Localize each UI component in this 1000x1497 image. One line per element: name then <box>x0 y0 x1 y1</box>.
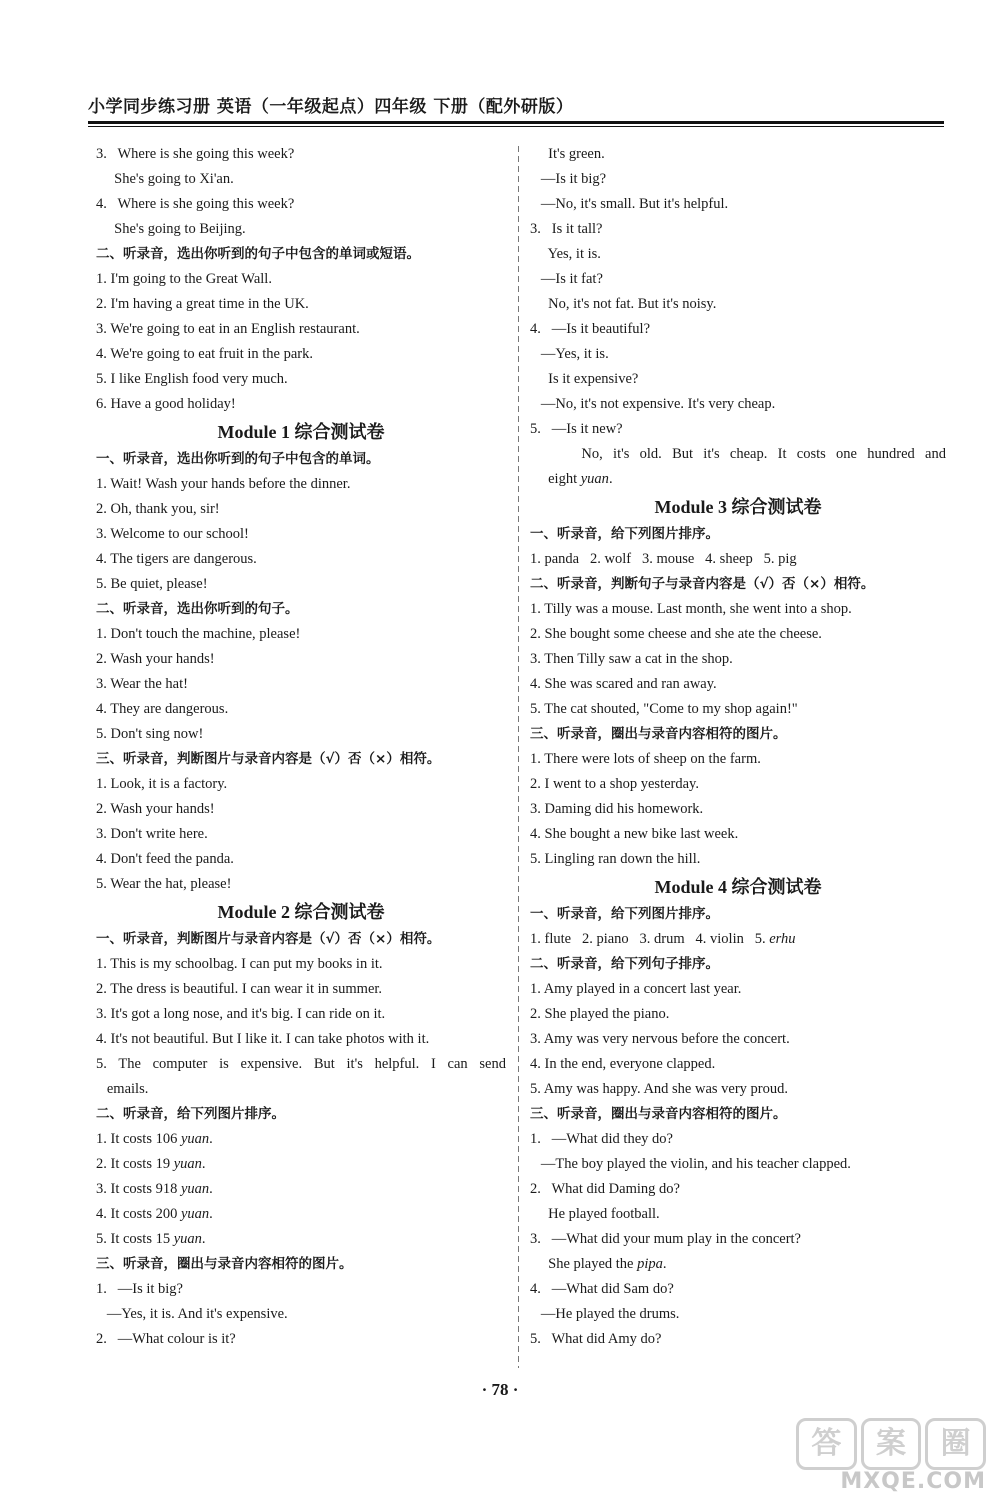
line-text: 5. It costs 15 <box>96 1231 174 1247</box>
line-text-end: . <box>209 1181 213 1197</box>
section-heading <box>530 1102 946 1127</box>
line-text: No, it's old. But it's cheap. It costs one hundred and <box>530 446 946 462</box>
line-text-end: . <box>608 471 613 487</box>
text-line <box>96 672 506 697</box>
line-text: 二、听录音，给下列句子排序。 <box>530 956 719 972</box>
text-line <box>96 1052 506 1077</box>
section-heading <box>96 927 506 952</box>
text-line <box>530 1027 946 1052</box>
text-line <box>96 292 506 317</box>
line-text: 1. Look, it is a factory. <box>96 776 228 792</box>
text-line <box>530 1077 946 1102</box>
text-line <box>530 1277 946 1302</box>
line-text: 1. flute 2. piano 3. drum 4. violin 5. <box>530 931 770 947</box>
text-line <box>530 167 946 192</box>
text-line <box>530 392 946 417</box>
line-text: —The boy played the violin, and his teacher clapped. <box>530 1156 851 1172</box>
line-text: 3. Is it tall? <box>530 221 603 237</box>
module-title <box>530 492 946 522</box>
section-heading <box>96 447 506 472</box>
line-text: 3. Welcome to our school! <box>96 526 249 542</box>
text-line <box>530 622 946 647</box>
text-line <box>96 1277 506 1302</box>
line-text: 4. She bought a new bike last week. <box>530 826 739 842</box>
line-text: 一、听录音，选出你听到的句子中包含的单词。 <box>96 451 380 467</box>
section-heading <box>530 572 946 597</box>
line-text: She's going to Xi'an. <box>96 171 234 187</box>
text-line <box>96 847 506 872</box>
line-text: 1. Amy played in a concert last year. <box>530 981 742 997</box>
watermark-logo <box>796 1418 986 1494</box>
line-text: 2. What did Daming do? <box>530 1181 680 1197</box>
line-text: 4. —What did Sam do? <box>530 1281 674 1297</box>
text-line <box>96 472 506 497</box>
line-text: 1. Don't touch the machine, please! <box>96 626 301 642</box>
text-line <box>96 722 506 747</box>
text-line <box>530 217 946 242</box>
line-text: 3. —What did your mum play in the concert? <box>530 1231 801 1247</box>
text-line <box>96 647 506 672</box>
line-text-end: . <box>662 1256 667 1272</box>
line-text-end: . <box>209 1131 213 1147</box>
text-line <box>530 927 946 952</box>
line-text: 一、听录音，判断图片与录音内容是（√）否（×）相符。 <box>96 931 441 947</box>
text-line <box>530 192 946 217</box>
line-text: 二、听录音，选出你听到的句子中包含的单词或短语。 <box>96 246 420 262</box>
line-text: —Is it fat? <box>530 271 603 287</box>
text-line <box>96 572 506 597</box>
text-line <box>96 1227 506 1252</box>
text-line <box>96 1327 506 1352</box>
text-line <box>96 1177 506 1202</box>
line-text: 4. —Is it beautiful? <box>530 321 651 337</box>
header-rule-thick <box>88 121 944 124</box>
line-text: —He played the drums. <box>530 1306 680 1322</box>
line-text: 5. What did Amy do? <box>530 1331 662 1347</box>
line-text: 3. Amy was very nervous before the concert. <box>530 1031 790 1047</box>
section-heading <box>96 242 506 267</box>
text-line <box>96 522 506 547</box>
text-line <box>96 952 506 977</box>
text-line <box>530 1127 946 1152</box>
text-line <box>96 1077 506 1102</box>
italic-word: yuan <box>180 1181 210 1197</box>
text-line <box>530 1052 946 1077</box>
section-heading <box>96 597 506 622</box>
text-line <box>96 192 506 217</box>
section-heading <box>530 722 946 747</box>
line-text: 5. Wear the hat, please! <box>96 876 232 892</box>
text-line <box>96 267 506 292</box>
text-line <box>530 1002 946 1027</box>
line-text: 3. It costs 918 <box>96 1181 181 1197</box>
italic-word: erhu <box>769 931 796 947</box>
line-text: 4. The tigers are dangerous. <box>96 551 257 567</box>
line-text: 1. I'm going to the Great Wall. <box>96 271 272 287</box>
line-text: 4. Where is she going this week? <box>96 196 295 212</box>
line-text: —Is it big? <box>530 171 607 187</box>
text-line <box>96 797 506 822</box>
line-text: She played the <box>530 1256 638 1272</box>
line-text: 3. It's got a long nose, and it's big. I can ride on it. <box>96 1006 386 1022</box>
line-text: Module 3 综合测试卷 <box>654 497 822 517</box>
text-line <box>96 1127 506 1152</box>
line-text: Is it expensive? <box>530 371 639 387</box>
line-text: 1. There were lots of sheep on the farm. <box>530 751 761 767</box>
line-text: 2. Wash your hands! <box>96 651 215 667</box>
text-line <box>530 317 946 342</box>
text-line <box>530 242 946 267</box>
line-text: 2. Oh, thank you, sir! <box>96 501 220 517</box>
line-text: 6. Have a good holiday! <box>96 396 236 412</box>
text-line <box>530 797 946 822</box>
line-text: 1. This is my schoolbag. I can put my books in it. <box>96 956 383 972</box>
line-text: 2. It costs 19 <box>96 1156 174 1172</box>
text-line <box>530 547 946 572</box>
italic-word: yuan <box>180 1131 210 1147</box>
line-text: 二、听录音，给下列图片排序。 <box>96 1106 285 1122</box>
line-text: 3. Then Tilly saw a cat in the shop. <box>530 651 733 667</box>
line-text: emails. <box>96 1081 149 1097</box>
line-text: 4. It's not beautiful. But I like it. I can take photos with it. <box>96 1031 430 1047</box>
text-line <box>96 977 506 1002</box>
line-text: 二、听录音，判断句子与录音内容是（√）否（×）相符。 <box>530 576 875 592</box>
section-heading <box>96 1102 506 1127</box>
line-text: 一、听录音，给下列图片排序。 <box>530 906 719 922</box>
italic-word: yuan <box>580 471 609 487</box>
line-text: 4. They are dangerous. <box>96 701 229 717</box>
line-text: 5. Lingling ran down the hill. <box>530 851 701 867</box>
line-text: He played football. <box>530 1206 660 1222</box>
line-text: 4. It costs 200 <box>96 1206 181 1222</box>
page-number: · 78 · <box>481 1380 519 1399</box>
line-text: 3. Don't write here. <box>96 826 208 842</box>
line-text: 3. Wear the hat! <box>96 676 188 692</box>
line-text: 4. She was scared and ran away. <box>530 676 717 692</box>
text-line <box>96 392 506 417</box>
line-text-end: . <box>209 1206 213 1222</box>
text-line <box>530 1227 946 1252</box>
text-line <box>530 1202 946 1227</box>
line-text: 5. Be quiet, please! <box>96 576 208 592</box>
text-line <box>530 342 946 367</box>
text-line <box>96 1027 506 1052</box>
line-text: Yes, it is. <box>530 246 601 262</box>
line-text: 4. Don't feed the panda. <box>96 851 234 867</box>
line-text: 5. I like English food very much. <box>96 371 288 387</box>
line-text: 三、听录音，圈出与录音内容相符的图片。 <box>530 726 787 742</box>
line-text: No, it's not fat. But it's noisy. <box>530 296 717 312</box>
line-text: 3. We're going to eat in an English restaurant. <box>96 321 360 337</box>
italic-word: yuan <box>180 1206 210 1222</box>
text-line <box>530 467 946 492</box>
line-text: 2. She played the piano. <box>530 1006 670 1022</box>
text-line <box>530 417 946 442</box>
watermark-chars <box>796 1418 986 1470</box>
text-line <box>96 622 506 647</box>
line-text: 5. The cat shouted, "Come to my shop again!" <box>530 701 798 717</box>
text-line <box>530 142 946 167</box>
line-text: 1. panda 2. wolf 3. mouse 4. sheep 5. pig <box>530 551 797 567</box>
text-line <box>96 342 506 367</box>
text-line <box>530 647 946 672</box>
line-text: 1. Wait! Wash your hands before the dinner. <box>96 476 351 492</box>
text-line <box>530 1327 946 1352</box>
line-text: 三、听录音，判断图片与录音内容是（√）否（×）相符。 <box>96 751 441 767</box>
line-text: Module 2 综合测试卷 <box>217 902 385 922</box>
text-line <box>96 142 506 167</box>
line-text: 1. —Is it big? <box>96 1281 183 1297</box>
watermark-char: 答 <box>796 1418 857 1470</box>
line-text: 5. The computer is expensive. But it's helpful. I can send <box>96 1056 506 1072</box>
left-column <box>96 142 506 1352</box>
italic-word: yuan <box>173 1231 202 1247</box>
line-text: 4. In the end, everyone clapped. <box>530 1056 716 1072</box>
text-line <box>530 822 946 847</box>
line-text: 5. Amy was happy. And she was very proud. <box>530 1081 789 1097</box>
text-line <box>96 167 506 192</box>
line-text: 5. Don't sing now! <box>96 726 204 742</box>
text-line <box>96 1152 506 1177</box>
text-line <box>530 697 946 722</box>
right-column <box>530 142 946 1352</box>
line-text: 4. We're going to eat fruit in the park. <box>96 346 314 362</box>
text-line <box>530 1177 946 1202</box>
module-title <box>96 897 506 927</box>
text-line <box>96 1202 506 1227</box>
italic-word: pipa <box>637 1256 663 1272</box>
line-text: 5. —Is it new? <box>530 421 623 437</box>
line-text: 二、听录音，选出你听到的句子。 <box>96 601 299 617</box>
text-line <box>530 847 946 872</box>
text-line <box>530 977 946 1002</box>
text-line <box>96 1302 506 1327</box>
text-line <box>96 872 506 897</box>
line-text: 2. The dress is beautiful. I can wear it in summer. <box>96 981 383 997</box>
line-text: 三、听录音，圈出与录音内容相符的图片。 <box>530 1106 787 1122</box>
line-text: 3. Where is she going this week? <box>96 146 295 162</box>
watermark-char: 圈 <box>925 1418 986 1470</box>
line-text: 2. I'm having a great time in the UK. <box>96 296 309 312</box>
header-rule-thin <box>88 126 944 127</box>
line-text: She's going to Beijing. <box>96 221 246 237</box>
text-line <box>530 1302 946 1327</box>
line-text: It's green. <box>530 146 605 162</box>
line-text-end: . <box>201 1231 206 1247</box>
text-line <box>96 547 506 572</box>
section-heading <box>96 1252 506 1277</box>
line-text: 1. —What did they do? <box>530 1131 673 1147</box>
line-text: 1. It costs 106 <box>96 1131 181 1147</box>
text-line <box>530 672 946 697</box>
line-text: 1. Tilly was a mouse. Last month, she went into a shop. <box>530 601 852 617</box>
text-line <box>530 442 946 467</box>
line-text: —No, it's small. But it's helpful. <box>530 196 729 212</box>
line-text: Module 1 综合测试卷 <box>217 422 385 442</box>
line-text: 3. Daming did his homework. <box>530 801 704 817</box>
text-line <box>96 497 506 522</box>
text-line <box>96 822 506 847</box>
text-line <box>96 772 506 797</box>
line-text: 2. I went to a shop yesterday. <box>530 776 699 792</box>
line-text: 三、听录音，圈出与录音内容相符的图片。 <box>96 1256 353 1272</box>
text-line <box>530 267 946 292</box>
text-line <box>530 292 946 317</box>
text-line <box>96 217 506 242</box>
section-heading <box>96 747 506 772</box>
line-text: 2. She bought some cheese and she ate the cheese. <box>530 626 822 642</box>
module-title <box>530 872 946 902</box>
line-text: 2. —What colour is it? <box>96 1331 236 1347</box>
watermark-char: 案 <box>861 1418 922 1470</box>
text-line <box>530 1252 946 1277</box>
line-text: eight <box>530 471 581 487</box>
text-line <box>530 597 946 622</box>
column-divider <box>518 146 519 1368</box>
text-line <box>96 697 506 722</box>
page-header <box>88 96 944 127</box>
book-title: 小学同步练习册 英语（一年级起点）四年级 下册（配外研版） <box>88 97 574 117</box>
line-text: 一、听录音，给下列图片排序。 <box>530 526 719 542</box>
text-line <box>530 772 946 797</box>
text-line <box>96 317 506 342</box>
line-text: —Yes, it is. <box>530 346 609 362</box>
line-text: —Yes, it is. And it's expensive. <box>96 1306 288 1322</box>
text-line <box>530 1152 946 1177</box>
section-heading <box>530 952 946 977</box>
section-heading <box>530 522 946 547</box>
line-text: —No, it's not expensive. It's very cheap. <box>530 396 776 412</box>
module-title <box>96 417 506 447</box>
text-line <box>530 367 946 392</box>
text-line <box>530 747 946 772</box>
line-text: Module 4 综合测试卷 <box>654 877 822 897</box>
line-text-end: . <box>201 1156 206 1172</box>
section-heading <box>530 902 946 927</box>
line-text: 2. Wash your hands! <box>96 801 215 817</box>
watermark-url: MXQE.COM <box>840 1469 986 1494</box>
text-line <box>96 1002 506 1027</box>
text-line <box>96 367 506 392</box>
italic-word: yuan <box>173 1156 202 1172</box>
